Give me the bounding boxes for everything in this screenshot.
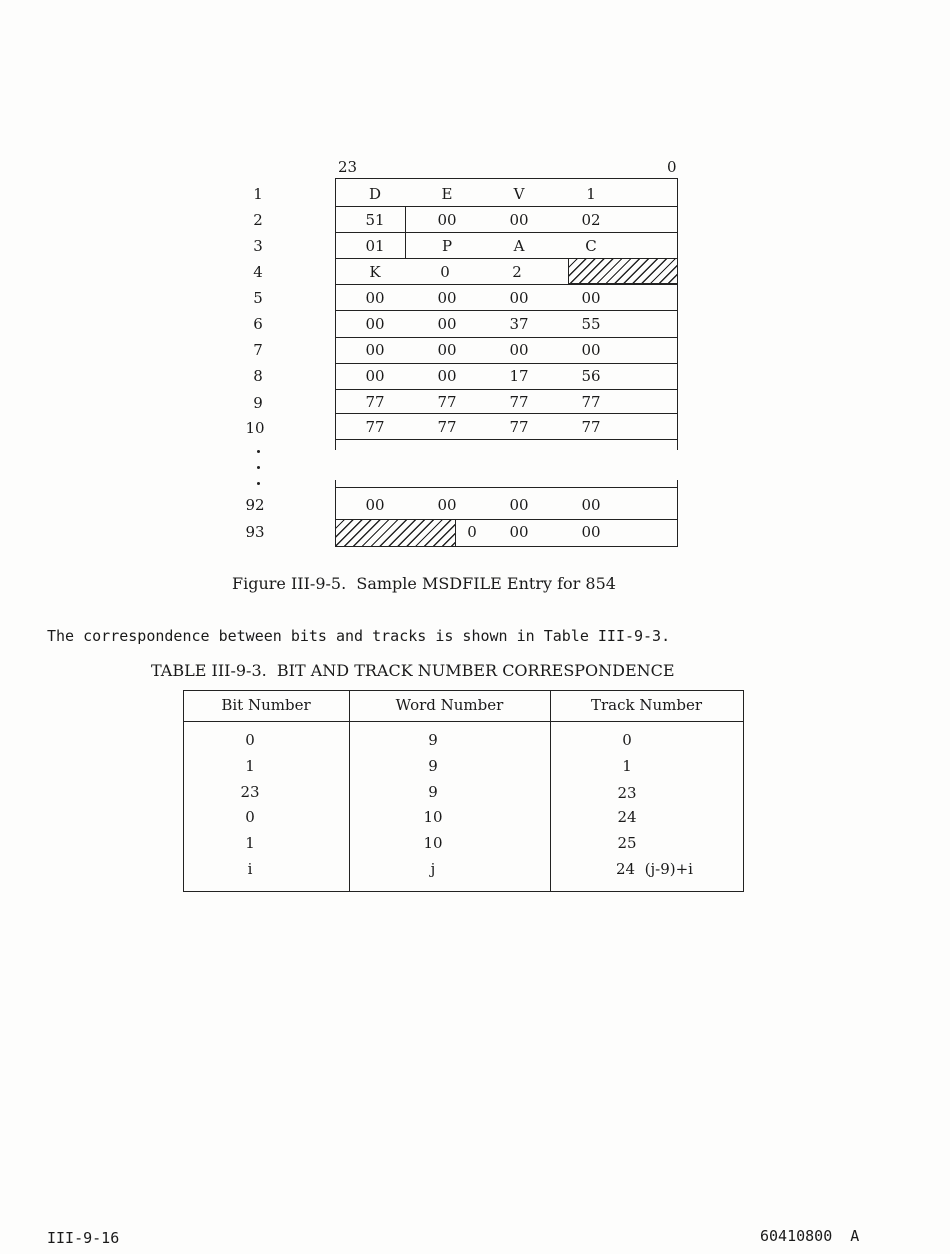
word-cell: 1 xyxy=(586,185,596,203)
table-line xyxy=(743,690,744,891)
table-line xyxy=(183,891,744,892)
document-number: 60410800 A xyxy=(760,1227,860,1245)
row-number: 10 xyxy=(245,419,265,437)
word-cell: 00 xyxy=(437,211,457,229)
word-cell: K xyxy=(369,263,381,281)
grid-line xyxy=(335,337,678,338)
row-number: 4 xyxy=(253,263,263,281)
row-number: 1 xyxy=(253,185,263,203)
word-cell: P xyxy=(441,237,453,255)
body-paragraph: The correspondence between bits and tracks is shown in Table III-9-3. xyxy=(47,627,671,645)
word-cell: 00 xyxy=(365,496,385,514)
word-cell: 77 xyxy=(581,418,601,436)
grid-line xyxy=(335,363,678,364)
table-cell: 24 xyxy=(617,808,637,826)
table-cell: 0 xyxy=(245,731,255,749)
table-cell: 1 xyxy=(245,834,255,852)
row-number: 8 xyxy=(253,367,263,385)
word-cell: 00 xyxy=(581,523,601,541)
table-cell: j xyxy=(430,860,436,878)
table-cell: 9 xyxy=(428,731,438,749)
word-cell: 37 xyxy=(509,315,529,333)
word-cell: 00 xyxy=(437,341,457,359)
row-number: 92 xyxy=(245,496,265,514)
row-number: 3 xyxy=(253,237,263,255)
word-cell: 00 xyxy=(365,367,385,385)
grid-line xyxy=(335,178,336,450)
word-cell: 02 xyxy=(581,211,601,229)
row-number: 2 xyxy=(253,211,263,229)
table-header: Word Number xyxy=(395,696,504,714)
grid-line xyxy=(335,206,678,207)
ellipsis-dot xyxy=(257,482,260,485)
word-cell: 00 xyxy=(365,341,385,359)
word-cell: 0 xyxy=(440,263,450,281)
hatched-unused-field xyxy=(568,258,678,284)
word-cell: 00 xyxy=(509,289,529,307)
table-cell: 10 xyxy=(423,834,443,852)
word-cell: 00 xyxy=(581,341,601,359)
word-cell: 00 xyxy=(509,341,529,359)
table-cell: 1 xyxy=(245,757,255,775)
word-cell: A xyxy=(513,237,525,255)
grid-line xyxy=(335,232,678,233)
word-cell: E xyxy=(441,185,453,203)
grid-line xyxy=(335,284,678,285)
word-cell: V xyxy=(513,185,525,203)
word-cell: 01 xyxy=(365,237,385,255)
grid-line xyxy=(335,310,678,311)
word-cell: 00 xyxy=(509,523,529,541)
ellipsis-dot xyxy=(257,450,260,453)
row-number: 7 xyxy=(253,341,263,359)
word-cell: D xyxy=(368,185,382,203)
grid-line xyxy=(335,413,678,414)
table-title: TABLE III-9-3. BIT AND TRACK NUMBER CORRESPONDENCE xyxy=(151,661,675,680)
table-cell: 1 xyxy=(622,757,632,775)
word-cell: 77 xyxy=(437,418,457,436)
table-cell: 23 xyxy=(617,784,637,802)
table-cell: i xyxy=(247,860,253,878)
word-cell: 2 xyxy=(512,263,522,281)
row-number: 9 xyxy=(253,394,263,412)
row-number: 5 xyxy=(253,289,263,307)
word-cell: 00 xyxy=(437,289,457,307)
word-cell: 77 xyxy=(581,393,601,411)
word-cell: 00 xyxy=(581,289,601,307)
word-cell: 00 xyxy=(509,496,529,514)
row-number: 93 xyxy=(245,523,265,541)
word-cell: 77 xyxy=(509,418,529,436)
word-cell: 00 xyxy=(437,367,457,385)
table-cell: 0 xyxy=(622,731,632,749)
table-cell: 9 xyxy=(428,757,438,775)
grid-line xyxy=(335,178,678,179)
table-header: Bit Number xyxy=(221,696,311,714)
word-cell: 55 xyxy=(581,315,601,333)
table-cell: 25 xyxy=(617,834,637,852)
grid-line xyxy=(335,258,405,259)
word-cell: 51 xyxy=(365,211,385,229)
word-cell: 77 xyxy=(365,418,385,436)
word-cell: 00 xyxy=(437,496,457,514)
table-line xyxy=(183,721,744,722)
grid-line xyxy=(335,389,678,390)
word-cell: 17 xyxy=(509,367,529,385)
word-cell: 77 xyxy=(365,393,385,411)
word-cell: 00 xyxy=(437,315,457,333)
table-header: Track Number xyxy=(590,696,703,714)
grid-line xyxy=(335,487,678,488)
word-cell: 56 xyxy=(581,367,601,385)
table-cell: 10 xyxy=(423,808,443,826)
ellipsis-dot xyxy=(257,466,260,469)
grid-line xyxy=(677,178,678,450)
word-cell: 00 xyxy=(365,315,385,333)
grid-line xyxy=(335,439,678,440)
word-cell: C xyxy=(585,237,597,255)
table-cell: 9 xyxy=(428,783,438,801)
word-cell: 00 xyxy=(581,496,601,514)
word-cell: 77 xyxy=(509,393,529,411)
word-cell: 77 xyxy=(437,393,457,411)
bit-label-left: 23 xyxy=(338,158,358,176)
grid-line xyxy=(677,480,678,546)
page-number: III-9-16 xyxy=(47,1229,120,1247)
row-number: 6 xyxy=(253,315,263,333)
bit-label-right: 0 xyxy=(667,158,677,176)
word-cell: 00 xyxy=(509,211,529,229)
table-cell: 0 xyxy=(245,808,255,826)
table-cell: 23 xyxy=(240,783,260,801)
word-cell: 00 xyxy=(365,289,385,307)
hatched-unused-field xyxy=(335,519,456,547)
table-line xyxy=(183,690,744,691)
grid-line xyxy=(405,206,406,258)
figure-caption: Figure III-9-5. Sample MSDFILE Entry for 854 xyxy=(232,574,616,593)
word-cell: 0 xyxy=(467,523,477,541)
table-cell: 24 (j-9)+i xyxy=(616,860,693,878)
